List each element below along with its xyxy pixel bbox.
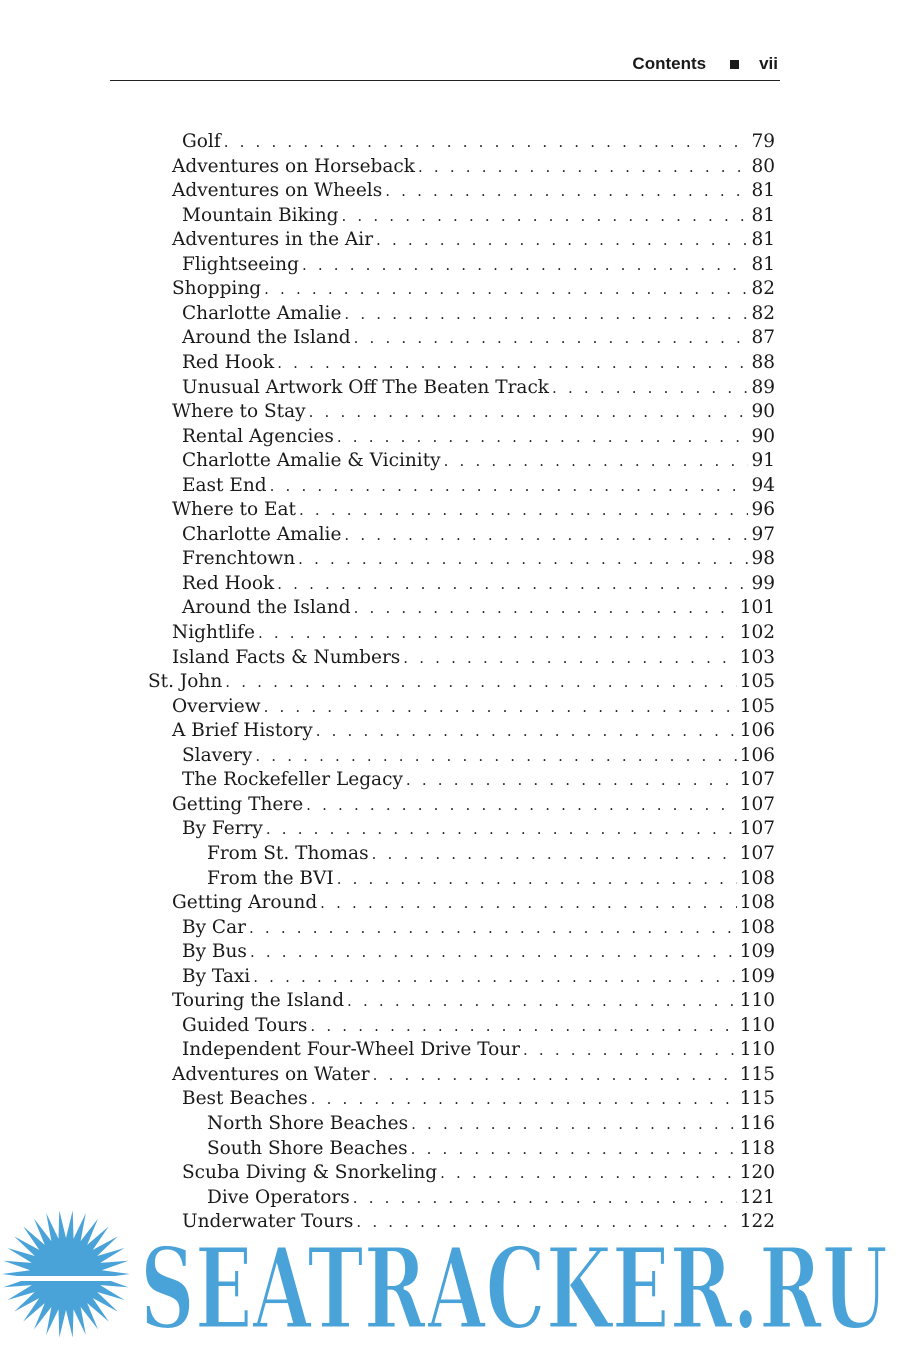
toc-entry[interactable]: [172, 989, 775, 1013]
toc-entry[interactable]: [172, 228, 775, 252]
toc-entry[interactable]: [172, 1063, 775, 1087]
toc-entry-title: Where to Eat: [172, 499, 296, 521]
toc-entry-title: Independent Four-Wheel Drive Tour: [182, 1039, 520, 1061]
toc-entry-title: Flightseeing: [182, 253, 299, 275]
toc-entry-page: 121: [739, 1186, 775, 1208]
toc-entry-title: Charlotte Amalie & Vicinity: [182, 450, 441, 472]
toc-entry-title: Adventures on Water: [172, 1063, 370, 1085]
toc-entry-page: 90: [751, 401, 775, 423]
toc-entry-page: 98: [751, 548, 775, 570]
toc-entry-page: 115: [739, 1088, 775, 1110]
toc-entry-page: 94: [751, 474, 775, 496]
dot-leader: [264, 277, 748, 301]
toc-entry[interactable]: [172, 793, 775, 817]
dot-leader: [306, 793, 737, 817]
dot-leader: [411, 1137, 737, 1161]
toc-entry[interactable]: [182, 596, 775, 620]
dot-leader: [376, 228, 748, 252]
toc-entry-title: Getting There: [172, 793, 304, 815]
dot-leader: [354, 596, 737, 620]
toc-entry[interactable]: [172, 719, 775, 743]
toc-entry-title: Red Hook: [182, 351, 275, 373]
toc-entry-page: 101: [739, 597, 775, 619]
toc-entry[interactable]: [172, 498, 775, 522]
toc-entry-page: 107: [739, 769, 775, 791]
toc-entry[interactable]: [182, 940, 775, 964]
toc-entry-title: Best Beaches: [182, 1088, 308, 1110]
dot-leader: [552, 376, 748, 400]
toc-entry-title: From St. Thomas: [207, 842, 369, 864]
toc-entry-page: 108: [739, 892, 775, 914]
dot-leader: [250, 940, 737, 964]
toc-entry-page: 99: [751, 572, 775, 594]
toc-entry-title: Red Hook: [182, 572, 275, 594]
toc-entry[interactable]: [172, 277, 775, 301]
toc-entry[interactable]: [182, 523, 775, 547]
toc-entry-title: Adventures on Wheels: [172, 180, 383, 202]
dot-leader: [277, 351, 748, 375]
toc-entry-title: Overview: [172, 695, 261, 717]
toc-entry-page: 105: [739, 671, 775, 693]
toc-entry[interactable]: [182, 474, 775, 498]
toc-entry-title: Touring the Island: [172, 990, 345, 1012]
toc-entry[interactable]: [172, 179, 775, 203]
dot-leader: [403, 646, 736, 670]
toc-entry[interactable]: [207, 842, 775, 866]
toc-entry-page: 110: [739, 990, 775, 1012]
toc-entry[interactable]: [172, 646, 775, 670]
dot-leader: [253, 965, 736, 989]
toc-entry-title: Underwater Tours: [182, 1211, 354, 1233]
toc-entry-title: The Rockefeller Legacy: [182, 769, 403, 791]
toc-entry-page: 109: [739, 965, 775, 987]
dot-leader: [406, 768, 737, 792]
toc-entry[interactable]: [182, 768, 775, 792]
toc-entry-title: St. John: [148, 671, 223, 693]
toc-entry[interactable]: [182, 130, 775, 154]
toc-entry-page: 120: [739, 1162, 775, 1184]
toc-entry-title: Golf: [182, 131, 221, 152]
toc-entry-page: 80: [751, 155, 775, 177]
toc-entry-page: 91: [751, 450, 775, 472]
toc-entry-page: 108: [739, 916, 775, 938]
toc-entry-page: 81: [751, 253, 775, 275]
toc-entry-page: 87: [751, 327, 775, 349]
dot-leader: [255, 744, 736, 768]
toc-entry-page: 96: [751, 499, 775, 521]
toc-entry-page: 81: [751, 204, 775, 226]
toc-entry[interactable]: [182, 916, 775, 940]
toc-entry[interactable]: [182, 744, 775, 768]
dot-leader: [311, 1087, 737, 1111]
toc-entry-page: 81: [751, 180, 775, 202]
toc-entry-title: Dive Operators: [207, 1186, 350, 1208]
toc-entry-title: Adventures on Horseback: [172, 155, 415, 177]
toc-entry-page: 82: [751, 278, 775, 300]
toc-entry-title: Slavery: [182, 744, 253, 766]
header-title-group: [632, 54, 778, 74]
running-header: [110, 52, 780, 81]
dot-leader: [344, 523, 748, 547]
dot-leader: [299, 498, 748, 522]
dot-leader: [337, 425, 749, 449]
toc-entry[interactable]: [182, 351, 775, 375]
toc-entry-page: 107: [739, 818, 775, 840]
toc-entry[interactable]: [207, 1137, 775, 1161]
dot-leader: [266, 817, 737, 841]
dot-leader: [440, 1161, 737, 1185]
dot-leader: [320, 891, 737, 915]
dot-leader: [309, 400, 749, 424]
sun-burst-icon: [0, 1210, 136, 1337]
toc-entry-title: East End: [182, 474, 267, 496]
toc-entry-title: By Taxi: [182, 965, 251, 987]
toc-entry[interactable]: [182, 449, 775, 473]
toc-entry-page: 97: [751, 523, 775, 545]
toc-entry[interactable]: [182, 1161, 775, 1185]
toc-entry[interactable]: [182, 253, 775, 277]
toc-entry[interactable]: [182, 547, 775, 571]
toc-entry[interactable]: [182, 204, 775, 228]
toc-entry-title: From the BVI: [207, 867, 334, 889]
toc-entry[interactable]: [207, 1186, 775, 1210]
toc-entry[interactable]: [172, 891, 775, 915]
toc-entry-title: Charlotte Amalie: [182, 302, 342, 324]
toc-entry-page: 105: [739, 695, 775, 717]
toc-entry-title: Adventures in the Air: [172, 229, 374, 251]
toc-entry-page: 81: [751, 229, 775, 251]
toc-entry-page: 122: [739, 1211, 775, 1233]
toc-entry-title: Around the Island: [182, 327, 351, 349]
toc-entry[interactable]: [172, 695, 775, 719]
toc-entry-page: 90: [751, 425, 775, 447]
toc-entry-title: Guided Tours: [182, 1014, 308, 1036]
toc-entry-page: 103: [739, 646, 775, 668]
toc-entry-page: 102: [739, 622, 775, 643]
toc-entry-page: 107: [739, 842, 775, 864]
toc-entry-title: Shopping: [172, 278, 262, 300]
dot-leader: [418, 155, 748, 179]
toc-entry[interactable]: [182, 1087, 775, 1111]
dot-leader: [258, 621, 737, 645]
square-bullet-icon: [730, 60, 739, 69]
toc-entry[interactable]: [182, 1014, 775, 1038]
dot-leader: [310, 1014, 736, 1038]
dot-leader: [298, 547, 748, 571]
toc-entry-page: 89: [751, 376, 775, 398]
toc-entry[interactable]: [182, 1038, 775, 1062]
dot-leader: [444, 449, 749, 473]
toc-entry-title: Around the Island: [182, 597, 351, 619]
toc-entry[interactable]: [207, 1112, 775, 1136]
toc-entry-title: North Shore Beaches: [207, 1113, 409, 1134]
toc-entry[interactable]: [182, 326, 775, 350]
toc-entry[interactable]: [182, 302, 775, 326]
dot-leader: [347, 989, 737, 1013]
dot-leader: [523, 1038, 737, 1062]
toc-entry-title: Charlotte Amalie: [182, 523, 342, 545]
toc-entry-page: 79: [751, 131, 775, 152]
toc-entry[interactable]: [148, 670, 775, 694]
toc-entry[interactable]: [182, 425, 775, 449]
toc-entry-title: Mountain Biking: [182, 204, 339, 226]
toc-entry-title: South Shore Beaches: [207, 1137, 408, 1159]
watermark-logo: [0, 1210, 899, 1348]
dot-leader: [316, 719, 737, 743]
toc-entry-page: 115: [739, 1063, 775, 1085]
dot-leader: [372, 842, 737, 866]
toc-entry[interactable]: [182, 817, 775, 841]
dot-leader: [270, 474, 749, 498]
dot-leader: [302, 253, 749, 277]
dot-leader: [337, 867, 737, 891]
toc-entry-title: By Car: [182, 916, 246, 938]
toc-entry-title: Where to Stay: [172, 401, 306, 423]
toc-entry-page: 106: [739, 744, 775, 766]
dot-leader: [225, 670, 736, 694]
toc-entry-title: Nightlife: [172, 622, 255, 643]
toc-entry[interactable]: [182, 376, 775, 400]
toc-entry[interactable]: [207, 867, 775, 891]
toc-entry-page: 106: [739, 720, 775, 742]
dot-leader: [277, 572, 748, 596]
toc-entry[interactable]: [172, 155, 775, 179]
page-numeral: vii: [759, 54, 778, 73]
toc-entry-page: 107: [739, 793, 775, 815]
toc-entry[interactable]: [172, 621, 775, 645]
dot-leader: [411, 1112, 737, 1136]
watermark-text: SEATRACKER.RU: [140, 1224, 888, 1348]
toc-entry-title: Getting Around: [172, 892, 318, 914]
dot-leader: [249, 916, 737, 940]
toc-entry-page: 116: [739, 1113, 775, 1134]
toc-entry-page: 118: [739, 1137, 775, 1159]
toc-entry-page: 108: [739, 867, 775, 889]
toc-entry[interactable]: [172, 400, 775, 424]
toc-entry-title: Island Facts & Numbers: [172, 646, 401, 668]
toc-entry-page: 110: [739, 1039, 775, 1061]
header-title: Contents: [632, 54, 707, 73]
dot-leader: [344, 302, 748, 326]
dot-leader: [353, 1186, 737, 1210]
toc-entry-page: 110: [739, 1014, 775, 1036]
dot-leader: [354, 326, 749, 350]
toc-entry-title: Frenchtown: [182, 548, 296, 570]
toc-entry-page: 88: [751, 351, 775, 373]
toc-entry[interactable]: [182, 965, 775, 989]
toc-entry-title: A Brief History: [172, 720, 313, 742]
toc-entry-title: Scuba Diving & Snorkeling: [182, 1162, 438, 1184]
toc-entry-title: Rental Agencies: [182, 425, 334, 447]
dot-leader: [341, 204, 748, 228]
toc-entry-title: By Bus: [182, 941, 247, 963]
toc-entry-page: 109: [739, 941, 775, 963]
dot-leader: [264, 695, 737, 719]
toc-entry-title: Unusual Artwork Off The Beaten Track: [182, 376, 550, 398]
dot-leader: [373, 1063, 737, 1087]
toc-entry-title: By Ferry: [182, 818, 263, 840]
toc-entry[interactable]: [182, 572, 775, 596]
dot-leader: [224, 130, 749, 154]
dot-leader: [385, 179, 748, 203]
toc-entry-page: 82: [751, 302, 775, 324]
